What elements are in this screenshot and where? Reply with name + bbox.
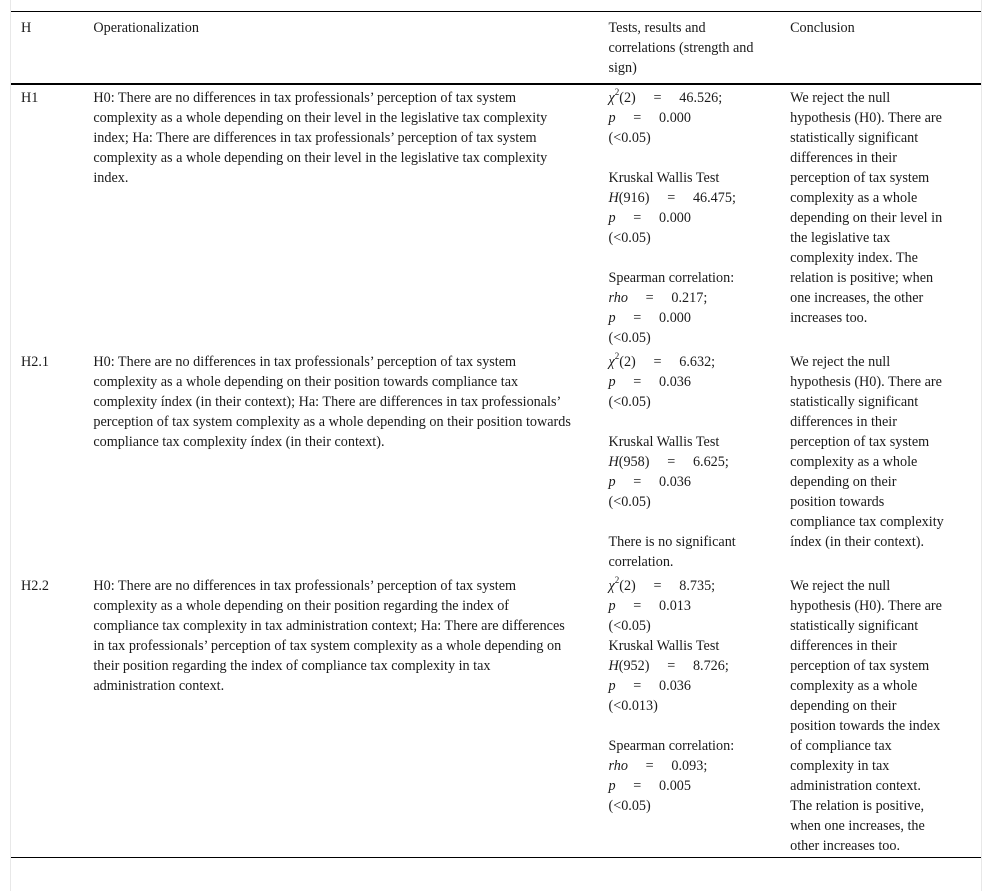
rho-value: 0.217; (671, 290, 708, 306)
rho-symbol: rho (608, 758, 628, 774)
chi-symbol: χ (608, 90, 615, 106)
chi2-p-value: 0.036 (659, 374, 691, 390)
chi2-line (608, 352, 790, 372)
p-line (608, 776, 790, 796)
p-symbol: p (608, 678, 616, 694)
p-note: (<0.05) (608, 330, 651, 346)
chi2-p-value: 0.000 (659, 110, 691, 126)
chi2-line (608, 88, 790, 108)
chi2-value: 8.735; (679, 578, 716, 594)
p-symbol: p (608, 110, 616, 126)
p-note: (<0.05) (608, 130, 651, 146)
equals: = (633, 310, 642, 326)
rho-p-value: 0.000 (659, 310, 691, 326)
squared: 2 (614, 575, 620, 586)
kw-line (608, 656, 790, 676)
kw-value: 8.726; (692, 658, 729, 674)
spacer (608, 148, 790, 168)
operationalization-cell (93, 349, 608, 573)
header-operationalization: Operationalization (93, 20, 199, 36)
p-symbol: p (608, 778, 616, 794)
header-tests-text: Tests, results and correlations (strength and sign) (608, 20, 754, 76)
spearman-label: Spearman correlation: (608, 270, 735, 286)
kw-df: (916) (618, 190, 650, 206)
equals: = (667, 454, 676, 470)
tests-cell (608, 573, 790, 858)
chi2-value: 46.526; (679, 90, 723, 106)
conclusion-text: We reject the null hypothesis (H0). There are statistically significant differences in their perception of tax system complexity as a whole depending on their level in the legislative tax complexity index. The relation is positive; when one increases, the other increases too. (790, 90, 943, 326)
header-tests (608, 12, 790, 85)
equals: = (633, 474, 642, 490)
p-note: (<0.05) (608, 618, 651, 634)
p-line (608, 372, 790, 392)
equals: = (645, 290, 654, 306)
equals: = (633, 678, 642, 694)
p-line (608, 308, 790, 328)
p-symbol: p (608, 474, 616, 490)
conclusion-cell (790, 349, 981, 573)
rho-line (608, 288, 790, 308)
equals: = (667, 190, 676, 206)
kw-df: (952) (618, 658, 650, 674)
p-note: (<0.05) (608, 230, 651, 246)
kw-line (608, 452, 790, 472)
chi2-p-value: 0.013 (659, 598, 691, 614)
kw-p-value: 0.036 (659, 474, 691, 490)
conclusion-text: We reject the null hypothesis (H0). There are statistically significant differences in their perception of tax system complexity as a whole depending on their position towards compliance tax complexity índex (in their context). (790, 354, 944, 550)
equals: = (653, 90, 662, 106)
p-line (608, 676, 790, 696)
hypothesis-id: H2.2 (21, 578, 49, 594)
hypotheses-table (11, 11, 981, 858)
kw-df: (958) (618, 454, 650, 470)
rho-p-value: 0.005 (659, 778, 691, 794)
operationalization-text: H0: There are no differences in tax professionals’ perception of tax system complexity as a whole depending on their position towards compliance tax complexity índex (in their context); Ha: There are differences in tax professionals’ perception of tax system complexity as a whole depending on their position towards compliance tax complexity índex (in their context). (93, 354, 571, 450)
squared: 2 (614, 351, 620, 362)
conclusion-cell (790, 84, 981, 349)
kw-p-value: 0.036 (659, 678, 691, 694)
p-line (608, 208, 790, 228)
operationalization-cell (93, 573, 608, 858)
p-line (608, 108, 790, 128)
h-symbol: H (608, 454, 619, 470)
kruskal-wallis-label: Kruskal Wallis Test (608, 170, 720, 186)
hypothesis-id: H1 (21, 90, 39, 106)
h-symbol: H (608, 190, 619, 206)
p-symbol: p (608, 210, 616, 226)
table-header (11, 12, 981, 85)
chi2-df: (2) (619, 90, 636, 106)
squared: 2 (614, 87, 620, 98)
kruskal-wallis-label: Kruskal Wallis Test (608, 638, 720, 654)
chi2-df: (2) (619, 354, 636, 370)
spacer (608, 412, 790, 432)
operationalization-text: H0: There are no differences in tax professionals’ perception of tax system complexity as a whole depending on their position regarding the index of compliance tax complexity in tax administration context; Ha: There are differences in tax professionals’ perception of tax system complexity as a whole depending on their position regarding the index of compliance tax complexity in tax administration context. (93, 578, 565, 694)
spacer (608, 248, 790, 268)
table-row (11, 573, 981, 858)
operationalization-cell (93, 84, 608, 349)
hypothesis-id: H2.1 (21, 354, 49, 370)
p-note: (<0.05) (608, 798, 651, 814)
equals: = (633, 374, 642, 390)
p-symbol: p (608, 310, 616, 326)
header-h: H (21, 20, 32, 36)
header-conclusion: Conclusion (790, 20, 855, 36)
table-body (11, 84, 981, 858)
kw-value: 46.475; (692, 190, 736, 206)
chi2-df: (2) (619, 578, 636, 594)
equals: = (633, 598, 642, 614)
p-note: (<0.013) (608, 698, 658, 714)
equals: = (645, 758, 654, 774)
equals: = (667, 658, 676, 674)
equals: = (633, 210, 642, 226)
operationalization-text: H0: There are no differences in tax professionals’ perception of tax system complexity as a whole depending on their level in the legislative tax complexity index; Ha: There are differences in tax professionals’ perception of tax system complexity as a whole depending on their level in the legislative tax complexity index. (93, 90, 548, 186)
chi2-line (608, 576, 790, 596)
kw-value: 6.625; (692, 454, 729, 470)
rho-line (608, 756, 790, 776)
kw-line (608, 188, 790, 208)
equals: = (653, 354, 662, 370)
equals: = (653, 578, 662, 594)
tests-cell (608, 84, 790, 349)
tests-cell (608, 349, 790, 573)
spearman-label: Spearman correlation: (608, 738, 735, 754)
spacer (608, 716, 790, 736)
chi-symbol: χ (608, 578, 615, 594)
p-symbol: p (608, 598, 616, 614)
equals: = (633, 110, 642, 126)
rho-value: 0.093; (671, 758, 708, 774)
p-line (608, 596, 790, 616)
p-note: (<0.05) (608, 394, 651, 410)
kruskal-wallis-label: Kruskal Wallis Test (608, 434, 720, 450)
p-symbol: p (608, 374, 616, 390)
spacer (608, 512, 790, 532)
p-line (608, 472, 790, 492)
h-symbol: H (608, 658, 619, 674)
conclusion-text: We reject the null hypothesis (H0). There are statistically significant differences in their perception of tax system complexity as a whole depending on their position towards the index of compliance tax complexity in tax administration context. The relation is positive, when one increases, the other increases too. (790, 578, 942, 854)
conclusion-cell (790, 573, 981, 858)
p-note: (<0.05) (608, 494, 651, 510)
table-row (11, 84, 981, 349)
chi2-value: 6.632; (679, 354, 716, 370)
no-correlation-note: There is no significant correlation. (608, 534, 736, 570)
header-row (11, 12, 981, 85)
table-row (11, 349, 981, 573)
rho-symbol: rho (608, 290, 628, 306)
kw-p-value: 0.000 (659, 210, 691, 226)
chi-symbol: χ (608, 354, 615, 370)
equals: = (633, 778, 642, 794)
